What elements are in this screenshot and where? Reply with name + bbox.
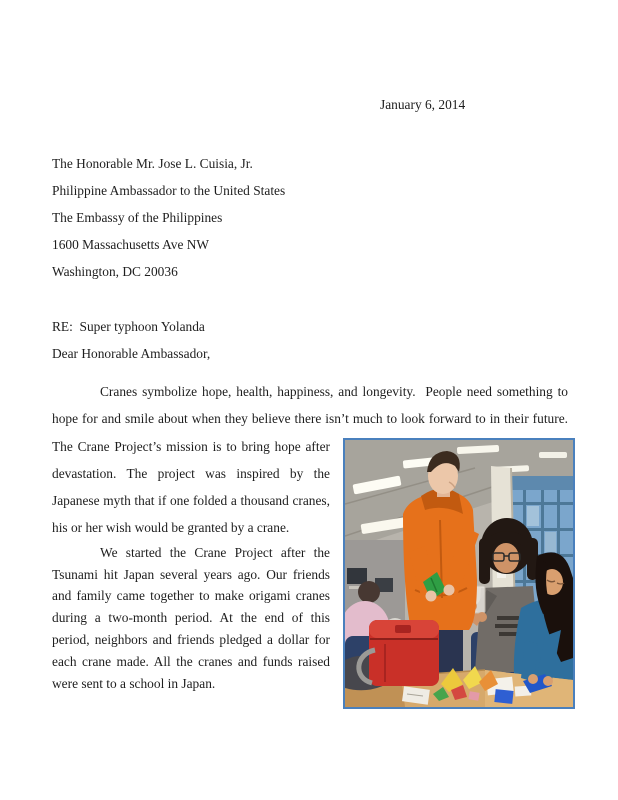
photo-blue-paper-square <box>494 689 513 704</box>
recipient-street: 1600 Massachusetts Ave NW <box>52 237 210 252</box>
photo-red-bag <box>359 620 439 686</box>
recipient-name: The Honorable Mr. Jose L. Cuisia, Jr. <box>52 156 253 171</box>
letter-date: January 6, 2014 <box>380 97 466 112</box>
paragraph-1 <box>52 378 572 542</box>
recipient-title: Philippine Ambassador to the United States <box>52 183 286 198</box>
letter-photo <box>343 438 575 709</box>
subject-line: RE: Super typhoon Yolanda <box>52 319 205 334</box>
recipient-organization: The Embassy of the Philippines <box>52 210 223 225</box>
recipient-city: Washington, DC 20036 <box>52 264 178 279</box>
recipient-address-block <box>52 150 568 285</box>
paragraph-1-text: Cranes symbolize hope, health, happiness, and longevity. People need something to hope for and smile about when they believe there isn’t much to look forward to in their future. The Crane Project’s mission is to bring hope after devastation. The project was inspired by the Japanese myth that if one folded a thousand cranes, his or her wish would be granted by a crane. <box>52 384 572 536</box>
paragraph-2-text: We started the Crane Project after the Tsunami hit Japan several years ago. Our friends and family came together to make origami cranes during a two-month period. At the end of this period, neighbors and friends pledged a dollar for each crane made. All the cranes and funds raised were sent to a school in Japan. <box>52 544 334 691</box>
photo-background-person-head <box>358 581 380 603</box>
salutation: Dear Honorable Ambassador, <box>52 346 211 361</box>
